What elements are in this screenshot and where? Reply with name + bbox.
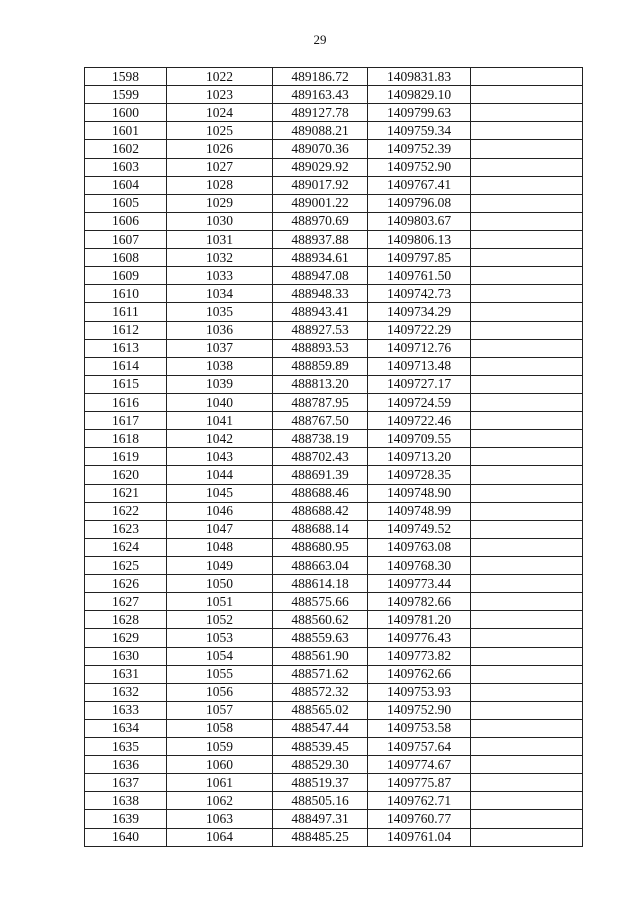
empty-cell <box>471 104 583 122</box>
empty-cell <box>471 484 583 502</box>
index-cell: 1026 <box>167 140 273 158</box>
empty-cell <box>471 230 583 248</box>
empty-cell <box>471 176 583 194</box>
y-coordinate-cell: 1409734.29 <box>368 303 471 321</box>
empty-cell <box>471 629 583 647</box>
empty-cell <box>471 683 583 701</box>
x-coordinate-cell: 488948.33 <box>273 285 368 303</box>
point-number-cell: 1636 <box>85 756 167 774</box>
x-coordinate-cell: 489186.72 <box>273 68 368 86</box>
index-cell: 1036 <box>167 321 273 339</box>
empty-cell <box>471 212 583 230</box>
y-coordinate-cell: 1409782.66 <box>368 593 471 611</box>
x-coordinate-cell: 488559.63 <box>273 629 368 647</box>
point-number-cell: 1600 <box>85 104 167 122</box>
y-coordinate-cell: 1409774.67 <box>368 756 471 774</box>
point-number-cell: 1627 <box>85 593 167 611</box>
y-coordinate-cell: 1409722.29 <box>368 321 471 339</box>
index-cell: 1055 <box>167 665 273 683</box>
empty-cell <box>471 502 583 520</box>
empty-cell <box>471 575 583 593</box>
x-coordinate-cell: 488813.20 <box>273 375 368 393</box>
y-coordinate-cell: 1409773.44 <box>368 575 471 593</box>
y-coordinate-cell: 1409781.20 <box>368 611 471 629</box>
empty-cell <box>471 194 583 212</box>
table-row <box>85 701 583 719</box>
index-cell: 1063 <box>167 810 273 828</box>
table-row <box>85 611 583 629</box>
table-row <box>85 68 583 86</box>
x-coordinate-cell: 488702.43 <box>273 448 368 466</box>
empty-cell <box>471 556 583 574</box>
table-row <box>85 430 583 448</box>
y-coordinate-cell: 1409753.93 <box>368 683 471 701</box>
point-number-cell: 1626 <box>85 575 167 593</box>
point-number-cell: 1623 <box>85 520 167 538</box>
y-coordinate-cell: 1409759.34 <box>368 122 471 140</box>
x-coordinate-cell: 488572.32 <box>273 683 368 701</box>
x-coordinate-cell: 488937.88 <box>273 230 368 248</box>
point-number-cell: 1605 <box>85 194 167 212</box>
point-number-cell: 1624 <box>85 538 167 556</box>
table-row <box>85 484 583 502</box>
table-row <box>85 738 583 756</box>
empty-cell <box>471 285 583 303</box>
point-number-cell: 1631 <box>85 665 167 683</box>
empty-cell <box>471 357 583 375</box>
point-number-cell: 1615 <box>85 375 167 393</box>
y-coordinate-cell: 1409713.20 <box>368 448 471 466</box>
y-coordinate-cell: 1409713.48 <box>368 357 471 375</box>
y-coordinate-cell: 1409727.17 <box>368 375 471 393</box>
index-cell: 1045 <box>167 484 273 502</box>
index-cell: 1053 <box>167 629 273 647</box>
table-row <box>85 466 583 484</box>
point-number-cell: 1612 <box>85 321 167 339</box>
x-coordinate-cell: 488688.46 <box>273 484 368 502</box>
x-coordinate-cell: 488927.53 <box>273 321 368 339</box>
index-cell: 1040 <box>167 393 273 411</box>
table-row <box>85 593 583 611</box>
index-cell: 1035 <box>167 303 273 321</box>
empty-cell <box>471 719 583 737</box>
index-cell: 1024 <box>167 104 273 122</box>
empty-cell <box>471 611 583 629</box>
empty-cell <box>471 701 583 719</box>
y-coordinate-cell: 1409761.50 <box>368 267 471 285</box>
empty-cell <box>471 122 583 140</box>
table-row <box>85 303 583 321</box>
x-coordinate-cell: 488688.14 <box>273 520 368 538</box>
empty-cell <box>471 430 583 448</box>
index-cell: 1064 <box>167 828 273 846</box>
table-row <box>85 719 583 737</box>
index-cell: 1030 <box>167 212 273 230</box>
x-coordinate-cell: 488688.42 <box>273 502 368 520</box>
index-cell: 1052 <box>167 611 273 629</box>
y-coordinate-cell: 1409829.10 <box>368 86 471 104</box>
table-row <box>85 448 583 466</box>
x-coordinate-cell: 489017.92 <box>273 176 368 194</box>
table-row <box>85 212 583 230</box>
table-row <box>85 647 583 665</box>
index-cell: 1022 <box>167 68 273 86</box>
y-coordinate-cell: 1409803.67 <box>368 212 471 230</box>
empty-cell <box>471 86 583 104</box>
y-coordinate-cell: 1409762.71 <box>368 792 471 810</box>
table-row <box>85 267 583 285</box>
table-row <box>85 104 583 122</box>
point-number-cell: 1611 <box>85 303 167 321</box>
y-coordinate-cell: 1409722.46 <box>368 412 471 430</box>
empty-cell <box>471 412 583 430</box>
table-row <box>85 575 583 593</box>
point-number-cell: 1635 <box>85 738 167 756</box>
index-cell: 1034 <box>167 285 273 303</box>
empty-cell <box>471 738 583 756</box>
y-coordinate-cell: 1409748.90 <box>368 484 471 502</box>
index-cell: 1060 <box>167 756 273 774</box>
point-number-cell: 1638 <box>85 792 167 810</box>
y-coordinate-cell: 1409748.99 <box>368 502 471 520</box>
empty-cell <box>471 756 583 774</box>
x-coordinate-cell: 488561.90 <box>273 647 368 665</box>
empty-cell <box>471 448 583 466</box>
index-cell: 1058 <box>167 719 273 737</box>
y-coordinate-cell: 1409752.39 <box>368 140 471 158</box>
index-cell: 1050 <box>167 575 273 593</box>
table-row <box>85 683 583 701</box>
empty-cell <box>471 538 583 556</box>
empty-cell <box>471 158 583 176</box>
index-cell: 1047 <box>167 520 273 538</box>
y-coordinate-cell: 1409749.52 <box>368 520 471 538</box>
index-cell: 1056 <box>167 683 273 701</box>
point-number-cell: 1622 <box>85 502 167 520</box>
x-coordinate-cell: 489163.43 <box>273 86 368 104</box>
y-coordinate-cell: 1409757.64 <box>368 738 471 756</box>
point-number-cell: 1609 <box>85 267 167 285</box>
y-coordinate-cell: 1409753.58 <box>368 719 471 737</box>
index-cell: 1023 <box>167 86 273 104</box>
y-coordinate-cell: 1409776.43 <box>368 629 471 647</box>
empty-cell <box>471 303 583 321</box>
empty-cell <box>471 321 583 339</box>
page-number: 29 <box>313 32 327 47</box>
x-coordinate-cell: 488519.37 <box>273 774 368 792</box>
table-row <box>85 357 583 375</box>
table-row <box>85 412 583 430</box>
y-coordinate-cell: 1409761.04 <box>368 828 471 846</box>
point-number-cell: 1640 <box>85 828 167 846</box>
empty-cell <box>471 339 583 357</box>
x-coordinate-cell: 488943.41 <box>273 303 368 321</box>
point-number-cell: 1601 <box>85 122 167 140</box>
x-coordinate-cell: 488859.89 <box>273 357 368 375</box>
index-cell: 1031 <box>167 230 273 248</box>
index-cell: 1037 <box>167 339 273 357</box>
table-row <box>85 520 583 538</box>
table-row <box>85 774 583 792</box>
y-coordinate-cell: 1409724.59 <box>368 393 471 411</box>
index-cell: 1051 <box>167 593 273 611</box>
x-coordinate-cell: 488505.16 <box>273 792 368 810</box>
x-coordinate-cell: 488787.95 <box>273 393 368 411</box>
point-number-cell: 1607 <box>85 230 167 248</box>
point-number-cell: 1598 <box>85 68 167 86</box>
point-number-cell: 1608 <box>85 249 167 267</box>
table-row <box>85 230 583 248</box>
empty-cell <box>471 520 583 538</box>
x-coordinate-cell: 488485.25 <box>273 828 368 846</box>
index-cell: 1043 <box>167 448 273 466</box>
y-coordinate-cell: 1409796.08 <box>368 194 471 212</box>
x-coordinate-cell: 488893.53 <box>273 339 368 357</box>
x-coordinate-cell: 488571.62 <box>273 665 368 683</box>
point-number-cell: 1637 <box>85 774 167 792</box>
empty-cell <box>471 647 583 665</box>
point-number-cell: 1618 <box>85 430 167 448</box>
point-number-cell: 1632 <box>85 683 167 701</box>
y-coordinate-cell: 1409712.76 <box>368 339 471 357</box>
y-coordinate-cell: 1409768.30 <box>368 556 471 574</box>
y-coordinate-cell: 1409797.85 <box>368 249 471 267</box>
empty-cell <box>471 267 583 285</box>
y-coordinate-cell: 1409760.77 <box>368 810 471 828</box>
x-coordinate-cell: 488497.31 <box>273 810 368 828</box>
table-row <box>85 285 583 303</box>
empty-cell <box>471 393 583 411</box>
x-coordinate-cell: 488947.08 <box>273 267 368 285</box>
empty-cell <box>471 828 583 846</box>
table-row <box>85 502 583 520</box>
point-number-cell: 1639 <box>85 810 167 828</box>
point-number-cell: 1610 <box>85 285 167 303</box>
empty-cell <box>471 774 583 792</box>
table-row <box>85 158 583 176</box>
index-cell: 1027 <box>167 158 273 176</box>
index-cell: 1038 <box>167 357 273 375</box>
x-coordinate-cell: 488680.95 <box>273 538 368 556</box>
table-row <box>85 629 583 647</box>
y-coordinate-cell: 1409728.35 <box>368 466 471 484</box>
index-cell: 1049 <box>167 556 273 574</box>
index-cell: 1046 <box>167 502 273 520</box>
x-coordinate-cell: 488691.39 <box>273 466 368 484</box>
table-row <box>85 538 583 556</box>
index-cell: 1041 <box>167 412 273 430</box>
x-coordinate-cell: 488767.50 <box>273 412 368 430</box>
table-row <box>85 756 583 774</box>
point-number-cell: 1633 <box>85 701 167 719</box>
index-cell: 1033 <box>167 267 273 285</box>
point-number-cell: 1604 <box>85 176 167 194</box>
x-coordinate-cell: 489070.36 <box>273 140 368 158</box>
y-coordinate-cell: 1409806.13 <box>368 230 471 248</box>
index-cell: 1059 <box>167 738 273 756</box>
y-coordinate-cell: 1409773.82 <box>368 647 471 665</box>
x-coordinate-cell: 488934.61 <box>273 249 368 267</box>
empty-cell <box>471 792 583 810</box>
point-number-cell: 1629 <box>85 629 167 647</box>
x-coordinate-cell: 488560.62 <box>273 611 368 629</box>
index-cell: 1039 <box>167 375 273 393</box>
empty-cell <box>471 249 583 267</box>
table-row <box>85 810 583 828</box>
index-cell: 1042 <box>167 430 273 448</box>
index-cell: 1032 <box>167 249 273 267</box>
point-number-cell: 1614 <box>85 357 167 375</box>
y-coordinate-cell: 1409762.66 <box>368 665 471 683</box>
index-cell: 1025 <box>167 122 273 140</box>
point-number-cell: 1621 <box>85 484 167 502</box>
y-coordinate-cell: 1409775.87 <box>368 774 471 792</box>
y-coordinate-cell: 1409742.73 <box>368 285 471 303</box>
table-row <box>85 86 583 104</box>
index-cell: 1028 <box>167 176 273 194</box>
x-coordinate-cell: 489029.92 <box>273 158 368 176</box>
empty-cell <box>471 593 583 611</box>
table-row <box>85 828 583 846</box>
empty-cell <box>471 375 583 393</box>
y-coordinate-cell: 1409709.55 <box>368 430 471 448</box>
table-row <box>85 665 583 683</box>
empty-cell <box>471 810 583 828</box>
point-number-cell: 1613 <box>85 339 167 357</box>
x-coordinate-cell: 488614.18 <box>273 575 368 593</box>
index-cell: 1061 <box>167 774 273 792</box>
empty-cell <box>471 665 583 683</box>
coordinates-table-body <box>85 68 583 847</box>
y-coordinate-cell: 1409752.90 <box>368 701 471 719</box>
point-number-cell: 1602 <box>85 140 167 158</box>
x-coordinate-cell: 488529.30 <box>273 756 368 774</box>
point-number-cell: 1634 <box>85 719 167 737</box>
x-coordinate-cell: 488575.66 <box>273 593 368 611</box>
table-row <box>85 339 583 357</box>
x-coordinate-cell: 489088.21 <box>273 122 368 140</box>
point-number-cell: 1616 <box>85 393 167 411</box>
point-number-cell: 1620 <box>85 466 167 484</box>
x-coordinate-cell: 488547.44 <box>273 719 368 737</box>
x-coordinate-cell: 488738.19 <box>273 430 368 448</box>
x-coordinate-cell: 488970.69 <box>273 212 368 230</box>
index-cell: 1057 <box>167 701 273 719</box>
x-coordinate-cell: 488565.02 <box>273 701 368 719</box>
index-cell: 1054 <box>167 647 273 665</box>
point-number-cell: 1599 <box>85 86 167 104</box>
point-number-cell: 1628 <box>85 611 167 629</box>
y-coordinate-cell: 1409767.41 <box>368 176 471 194</box>
table-row <box>85 393 583 411</box>
point-number-cell: 1617 <box>85 412 167 430</box>
empty-cell <box>471 140 583 158</box>
point-number-cell: 1606 <box>85 212 167 230</box>
table-row <box>85 792 583 810</box>
table-row <box>85 321 583 339</box>
table-row <box>85 375 583 393</box>
x-coordinate-cell: 489001.22 <box>273 194 368 212</box>
index-cell: 1044 <box>167 466 273 484</box>
index-cell: 1029 <box>167 194 273 212</box>
table-row <box>85 176 583 194</box>
y-coordinate-cell: 1409763.08 <box>368 538 471 556</box>
table-row <box>85 122 583 140</box>
point-number-cell: 1630 <box>85 647 167 665</box>
y-coordinate-cell: 1409831.83 <box>368 68 471 86</box>
table-row <box>85 140 583 158</box>
x-coordinate-cell: 489127.78 <box>273 104 368 122</box>
x-coordinate-cell: 488663.04 <box>273 556 368 574</box>
index-cell: 1062 <box>167 792 273 810</box>
point-number-cell: 1625 <box>85 556 167 574</box>
x-coordinate-cell: 488539.45 <box>273 738 368 756</box>
table-row <box>85 249 583 267</box>
table-row <box>85 194 583 212</box>
y-coordinate-cell: 1409752.90 <box>368 158 471 176</box>
empty-cell <box>471 68 583 86</box>
empty-cell <box>471 466 583 484</box>
coordinates-table <box>84 67 583 847</box>
table-row <box>85 556 583 574</box>
point-number-cell: 1619 <box>85 448 167 466</box>
y-coordinate-cell: 1409799.63 <box>368 104 471 122</box>
index-cell: 1048 <box>167 538 273 556</box>
point-number-cell: 1603 <box>85 158 167 176</box>
